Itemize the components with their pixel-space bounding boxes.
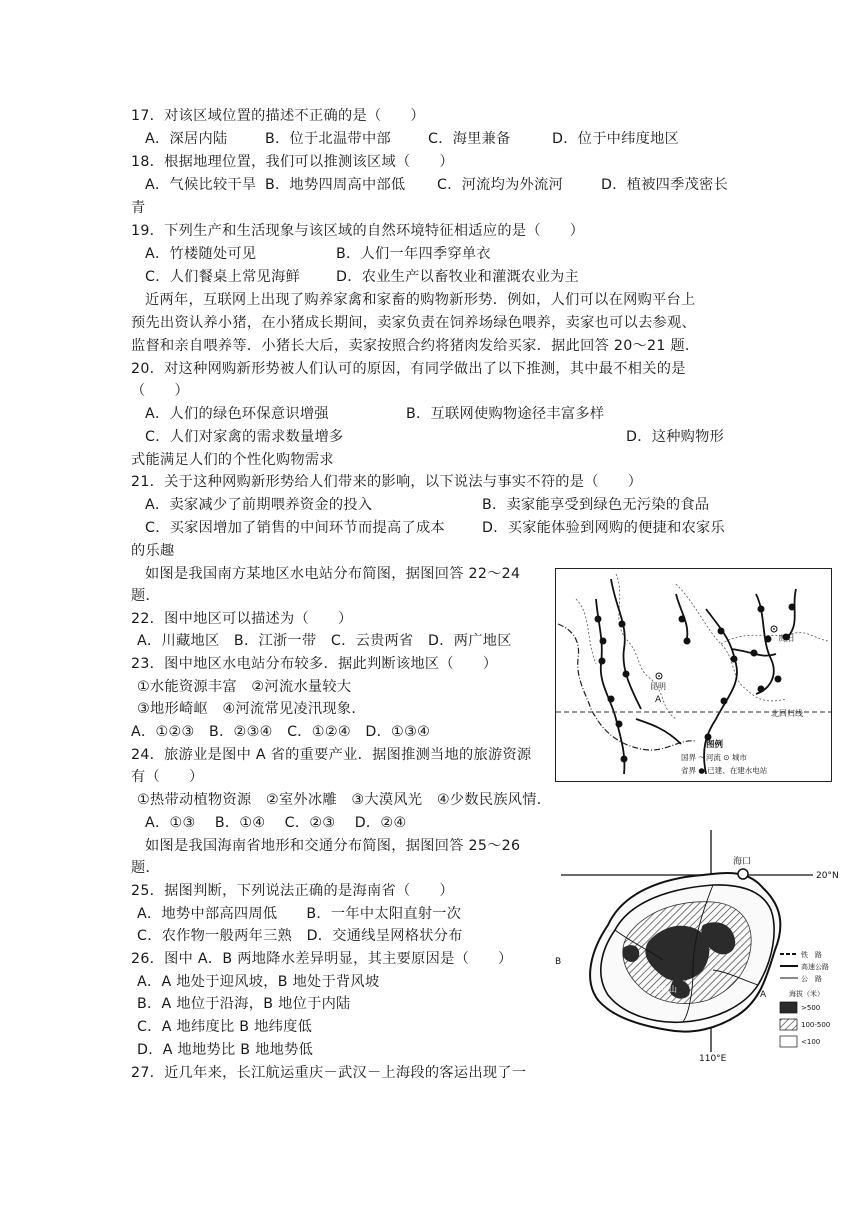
q22-stem: 22．图中地区可以描述为（ ） xyxy=(131,611,353,627)
q25-stem: 25．据图判断，下列说法正确的是海南省（ ） xyxy=(131,883,454,899)
q17-option-a: A．深居内陆 xyxy=(145,131,228,147)
q19-stem: 19．下列生产和生活现象与该区域的自然环境特征相适应的是（ ） xyxy=(131,223,585,239)
station xyxy=(595,616,602,623)
station xyxy=(679,616,686,623)
legend-high: >500 xyxy=(801,1004,821,1012)
q21-continuation: 的乐趣 xyxy=(131,543,175,559)
mountain-label: 五指山 xyxy=(653,985,677,994)
legend-title: 图例 xyxy=(706,740,724,750)
hydropower-map xyxy=(555,568,832,782)
q20-option-a: A．人们的绿色环保意识增强 xyxy=(145,406,329,422)
city-marker-dot xyxy=(658,675,660,677)
station xyxy=(684,638,691,645)
q20-option-d: D．这种购物形 xyxy=(626,429,725,445)
q19-option-d: D．农业生产以畜牧业和灌溉农业为主 xyxy=(336,269,580,285)
station xyxy=(758,606,765,613)
hydropower-stations xyxy=(595,604,796,763)
passage1-line1: 近两年，互联网上出现了购养家禽和家畜的购物新形势．例如，人们可以在网购平台上 xyxy=(145,292,696,308)
longitude-label: 110°E xyxy=(699,1054,727,1062)
q17-option-b: B．位于北温带中部 xyxy=(265,131,391,147)
q26-option-d: D．A 地地势比 B 地地势低 xyxy=(137,1042,314,1058)
q24-stem-cont: 有（ ） xyxy=(131,769,204,785)
q23-choice-line2: ③地形崎岖 ④河流常见凌汛现象． xyxy=(137,701,366,717)
passage1-line2: 预先出资认养小猪，在小猪成长期间，卖家负责在饲养场绿色喂养，卖家也可以去参观、 xyxy=(131,315,697,331)
city-haikou-label: 海口 xyxy=(733,857,752,867)
q20-option-b: B．互联网使购物途径丰富多样 xyxy=(406,406,605,422)
q21-stem: 21．关于这种网购新形势给人们带来的影响，以下说法与事实不符的是（ ） xyxy=(131,474,643,490)
q25-options-row2: C．农作物一般两年三熟 D．交通线呈网格状分布 xyxy=(137,928,463,944)
station xyxy=(721,698,728,705)
station xyxy=(718,628,725,635)
q17-option-d: D．位于中纬度地区 xyxy=(552,131,680,147)
city-guiyang-label: 贵阳 xyxy=(778,634,794,643)
q18-option-b: B．地势四周高中部低 xyxy=(265,177,406,193)
q20-continuation: 式能满足人们的个性化购物需求 xyxy=(131,452,334,468)
station xyxy=(621,756,628,763)
passage3-line1: 如图是我国海南省地形和交通分布简图，据图回答 25～26 xyxy=(145,838,521,854)
passage2-line2: 题． xyxy=(131,588,160,604)
province-a-label: A xyxy=(655,695,662,705)
legend-row2: 省界 ● 已建、在建水电站 xyxy=(681,766,768,775)
map2-legend xyxy=(780,950,830,1047)
q22-options: A．川藏地区 B．江浙一带 C．云贵两省 D．两广地区 xyxy=(137,633,512,649)
legend-mid: 100-500 xyxy=(801,1021,831,1029)
q26-option-b: B．A 地位于沿海，B 地位于内陆 xyxy=(137,996,351,1012)
q21-option-a: A．卖家减少了前期喂养资金的投入 xyxy=(145,497,373,513)
station xyxy=(731,656,738,663)
q26-option-c: C．A 地纬度比 B 地纬度低 xyxy=(137,1019,313,1035)
city-haikou-marker xyxy=(738,869,748,879)
station xyxy=(600,638,607,645)
q19-option-c: C．人们餐桌上常见海鲜 xyxy=(145,269,301,285)
q19-options-row2 xyxy=(145,267,579,287)
legend-row1: 国界 ～河流 ⊙ 城市 xyxy=(681,753,747,762)
map1-legend xyxy=(681,739,768,775)
passage2-line1: 如图是我国南方某地区水电站分布简图，据图回答 22～24 xyxy=(145,566,521,582)
q21-options-row2 xyxy=(145,518,725,538)
passage3-line2: 题． xyxy=(131,860,160,876)
q17-option-c: C．海里兼备 xyxy=(428,131,511,147)
tropic-label: 北回归线 xyxy=(771,709,803,718)
q18-option-c: C．河流均为外流河 xyxy=(437,177,564,193)
q24-stem: 24．旅游业是图中 A 省的重要产业．据图推测当地的旅游资源 xyxy=(131,747,532,763)
station xyxy=(775,676,782,683)
q18-option-d: D．植被四季茂密长 xyxy=(601,177,729,193)
legend-low: <100 xyxy=(801,1038,821,1046)
q24-options: A．①③ B．①④ C．②③ D．②④ xyxy=(145,815,407,831)
legend-low-swatch xyxy=(780,1036,797,1047)
q27-stem: 27．近几年来，长江航运重庆－武汉－上海段的客运出现了一 xyxy=(131,1065,527,1081)
q23-choice-line1: ①水能资源丰富 ②河流水量较大 xyxy=(137,679,352,695)
q20-options-row2 xyxy=(145,427,724,447)
passage1-line3: 监督和亲自喂养等．小猪长大后，卖家按照合约将猪肉发给买家．据此回答 20～21 题． xyxy=(131,338,700,354)
q20-paren: （ ） xyxy=(131,383,189,399)
q19-option-b: B．人们一年四季穿单衣 xyxy=(336,246,491,262)
q18-stem: 18．根据地理位置，我们可以推测该区域（ ） xyxy=(131,154,454,170)
point-a-label: A xyxy=(760,990,767,1000)
q25-options-row1: A．地势中部高四周低 B．一年中太阳直射一次 xyxy=(137,906,462,922)
q20-stem: 20．对这种网购新形势被人们认可的原因，有同学做出了以下推测，其中最不相关的是 xyxy=(131,361,686,377)
station xyxy=(616,721,623,728)
q17-stem: 17．对该区域位置的描述不正确的是（ ） xyxy=(131,108,425,124)
legend-mid-swatch xyxy=(780,1019,797,1030)
national-border xyxy=(558,624,696,750)
q19-options-row1 xyxy=(145,244,491,264)
q23-stem: 23．图中地区水电站分布较多．据此判断该地区（ ） xyxy=(131,656,498,672)
q18-continuation: 青 xyxy=(131,200,146,216)
q20-option-c: C．人们对家禽的需求数量增多 xyxy=(145,429,344,445)
city-kunming-label: 昆明 xyxy=(650,682,666,691)
q21-option-c: C．买家因增加了销售的中间环节而提高了成本 xyxy=(145,520,445,536)
station xyxy=(623,671,630,678)
hainan-map-svg xyxy=(553,830,841,1062)
city-kunming xyxy=(650,673,666,705)
q17-options xyxy=(145,129,679,149)
q21-option-b: B．卖家能享受到绿色无污染的食品 xyxy=(482,497,710,513)
q21-options-row1 xyxy=(145,495,709,515)
point-b-label: B xyxy=(555,957,562,967)
q18-option-a: A．气候比较干旱 xyxy=(145,177,257,193)
city-marker-dot xyxy=(773,628,775,630)
station xyxy=(608,696,615,703)
station xyxy=(599,658,606,665)
q26-option-a: A．A 地处于迎风坡，B 地处于背风坡 xyxy=(137,974,380,990)
q23-options: A．①②③ B．②③④ C．①②④ D．①③④ xyxy=(131,724,431,740)
legend-road: 公 路 xyxy=(801,975,822,983)
q19-option-a: A．竹楼随处可见 xyxy=(145,246,257,262)
legend-elevation-title: 海拔（米） xyxy=(789,990,824,998)
q21-option-d: D．买家能体验到网购的便捷和农家乐 xyxy=(482,520,726,536)
legend-rail: 铁 路 xyxy=(801,951,822,959)
hydropower-map-svg xyxy=(556,569,831,781)
hainan-map xyxy=(553,830,841,1062)
legend-highway: 高速公路 xyxy=(801,963,829,971)
station xyxy=(751,650,758,657)
q26-stem: 26．图中 A．B 两地降水差异明显，其主要原因是（ ） xyxy=(131,951,513,967)
station xyxy=(758,686,765,693)
legend-high-swatch xyxy=(780,1002,797,1013)
q18-options xyxy=(145,175,728,195)
station xyxy=(619,621,626,628)
q24-choice-line: ①热带动植物资源 ②室外冰雕 ③大漠风光 ④少数民族风情． xyxy=(137,792,552,808)
station xyxy=(789,604,796,611)
station xyxy=(765,636,772,643)
q20-options-row1 xyxy=(145,404,604,424)
latitude-label: 20°N xyxy=(816,871,839,881)
city-guiyang xyxy=(771,626,794,643)
